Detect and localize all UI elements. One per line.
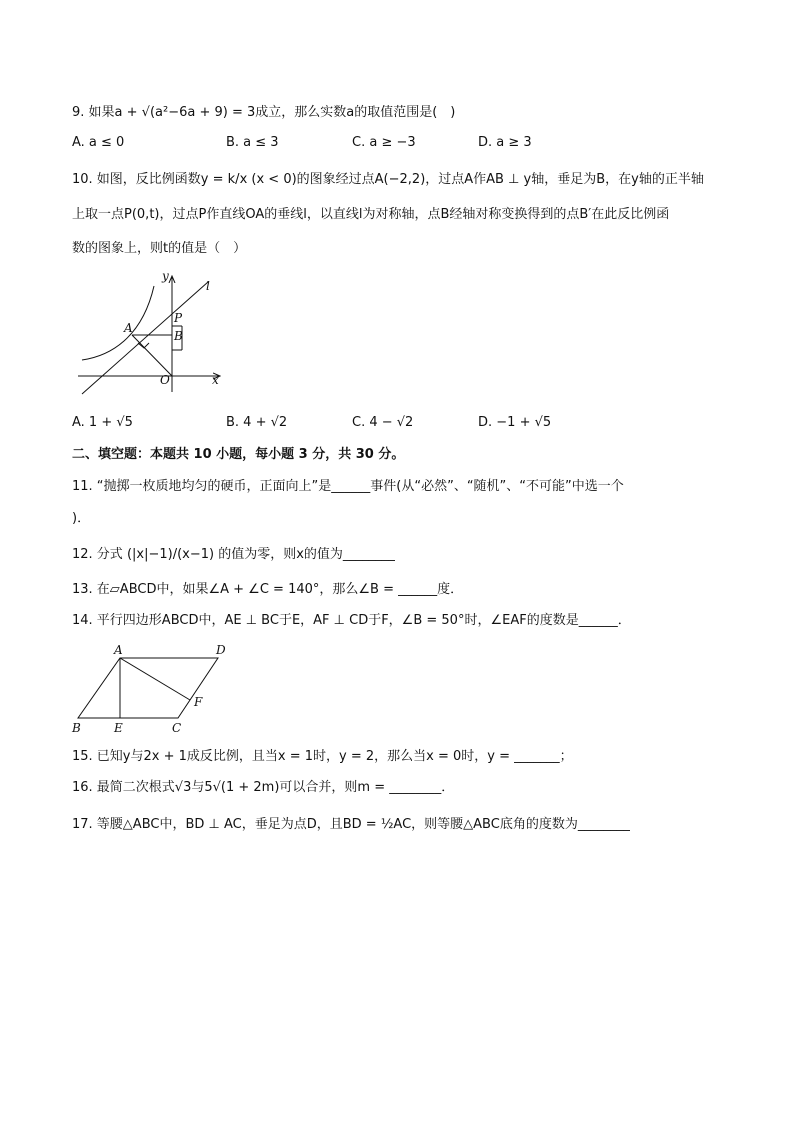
- q14-figure: [66, 640, 236, 738]
- q14-label-e: E: [114, 721, 123, 735]
- q10-right-angle-mark: [138, 343, 149, 348]
- q14-label-f: F: [194, 695, 203, 709]
- q10-figure: [70, 268, 230, 396]
- q14-label-c: C: [172, 721, 182, 735]
- q10-label-x: x: [212, 373, 219, 387]
- q10-label-b: B: [174, 329, 183, 343]
- section-2-heading: 二、填空题：本题共 10 小题，每小题 3 分，共 30 分。: [72, 447, 405, 462]
- question-16: 16. 最简二次根式√3与5√(1 + 2m)可以合并，则m = ________．: [72, 780, 455, 795]
- q14-parallelogram: [78, 658, 218, 718]
- question-11-line1: 11. “抛掷一枚质地均匀的硬币，正面向上”是______事件(从“必然”、“随机”、“不可能”中选一个: [72, 479, 624, 494]
- question-11-line2: )．: [72, 511, 91, 526]
- question-9-stem: 9. 如果a + √(a²−6a + 9) = 3成立，那么实数a的取值范围是( ): [72, 105, 456, 120]
- q14-label-a: A: [114, 643, 123, 657]
- q10-label-p: P: [174, 311, 183, 325]
- q10-line-l: [82, 282, 208, 394]
- question-17: 17. 等腰△ABC中，BD ⊥ AC，垂足为点D，且BD = ½AC，则等腰△ABC底角的度数为________: [72, 817, 630, 832]
- q14-segment-af: [120, 658, 190, 700]
- question-14-stem: 14. 平行四边形ABCD中，AE ⊥ BC于E，AF ⊥ CD于F，∠B = 50°时，∠EAF的度数是______．: [72, 613, 631, 628]
- q9-option-c: C. a ≥ −3: [352, 135, 416, 150]
- q9-option-b: B. a ≤ 3: [226, 135, 279, 150]
- question-10-stem-line1: 10. 如图，反比例函数y = k/x (x < 0)的图象经过点A(−2,2)，过点A作AB ⊥ y轴，垂足为B，在y轴的正半轴: [72, 172, 704, 187]
- q14-label-b: B: [72, 721, 81, 735]
- q10-option-d: D. −1 + √5: [478, 415, 552, 430]
- q9-option-a: A. a ≤ 0: [72, 135, 125, 150]
- q10-label-o: O: [160, 373, 170, 387]
- q9-option-d: D. a ≥ 3: [478, 135, 532, 150]
- question-13: 13. 在▱ABCD中，如果∠A + ∠C = 140°，那么∠B = ______度．: [72, 582, 464, 597]
- q10-hyperbola: [82, 286, 154, 360]
- question-10-stem-line3: 数的图象上，则t的值是（ ）: [72, 241, 247, 256]
- q10-label-y: y: [162, 269, 169, 283]
- q10-option-b: B. 4 + √2: [226, 415, 288, 430]
- q10-segment-oa: [132, 335, 172, 376]
- q14-label-d: D: [216, 643, 226, 657]
- q10-option-a: A. 1 + √5: [72, 415, 133, 430]
- question-15: 15. 已知y与2x + 1成反比例，且当x = 1时，y = 2，那么当x = 0时，y = _______；: [72, 749, 573, 764]
- q10-option-c: C. 4 − √2: [352, 415, 414, 430]
- question-12: 12. 分式 (|x|−1)/(x−1) 的值为零，则x的值为________: [72, 547, 395, 562]
- q10-label-a: A: [124, 321, 133, 335]
- q10-label-l: l: [206, 279, 210, 293]
- question-10-stem-line2: 上取一点P(0,t)，过点P作直线OA的垂线l，以直线l为对称轴，点B经轴对称变换得到的点B′在此反比例函: [72, 207, 670, 222]
